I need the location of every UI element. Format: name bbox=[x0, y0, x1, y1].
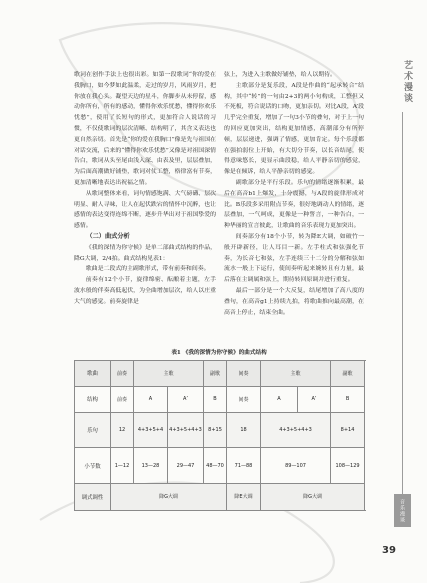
interlude-paragraph: 间奏部分有18个小节，转为降E大调，如破竹一般开辟新径，让人耳目一新。左手柱式和弦强化节奏，为长音七和弦，左手连续三十二分的分解和弦如流水一般上下运行，使间奏听起来婉转且有力量，最后落在主调属和弦上，期待转回原调并进行重复。 bbox=[224, 233, 364, 284]
table-cell: 间奏 bbox=[227, 386, 261, 412]
table-cell: A’ bbox=[168, 386, 204, 412]
table-cell: 12 bbox=[111, 412, 134, 447]
table-cell: 8+14 bbox=[331, 412, 365, 447]
song-structure-table bbox=[74, 360, 365, 511]
row-label: 调式调性 bbox=[75, 483, 111, 510]
form-type-paragraph: 歌曲是二段式的主副歌形式，带有前奏和间奏。 bbox=[85, 266, 210, 273]
table-cell: 89—107 bbox=[261, 448, 331, 483]
table-cell: 4+3+5+4+3 bbox=[261, 412, 331, 447]
header-cell: 间奏 bbox=[227, 361, 261, 387]
table-cell: 48—70 bbox=[204, 448, 227, 483]
form-intro-paragraph: 《我的深情为你守候》是单二部曲式结构的作品，降G大调，2/4拍。曲式结构见表1： bbox=[74, 244, 216, 262]
table-cell: 降E大调 bbox=[227, 483, 261, 510]
row-label: 小节数 bbox=[75, 448, 111, 483]
table-row-measures bbox=[75, 448, 365, 483]
lyrics-analysis-paragraph: 歌词在创作手法上也很出彩。如第一段歌词“你的爱在我胸口，如今梦如此温柔，走过的岁月，风雨岁月，把你放在我心头。凝望天边的星斗，你脚步从未停留，感动你所有，所有的感动，懂得你欢乐忧愁，懂得你欢乐忧愁”，使用了长短句的形式，更加符合人说话的习惯，不仅使歌词的层次清晰、结构明了，其含义表达也更自然亲切。首先是“你的爱在我胸口”像是先与祖国在对话交流，后来的“懂得你欢乐忧愁”又像是对祖国深情告白，歌词从头至尾由浅入深、由表及里，层层叠加，为后面高潮做好铺垫，歌词对仗工整，格律富有节奏，更加清晰地表达出祝福之情。 bbox=[74, 72, 216, 186]
page-number: 39 bbox=[382, 545, 396, 556]
table-cell: A bbox=[134, 386, 168, 412]
row-label: 乐句 bbox=[75, 412, 111, 447]
table-row-key bbox=[75, 483, 365, 510]
table-cell: A’ bbox=[298, 386, 331, 412]
section-badge: 音乐漫谈 bbox=[394, 494, 411, 527]
header-cell: 歌曲 bbox=[75, 361, 111, 387]
table-cell: 8+15 bbox=[204, 412, 227, 447]
header-cell: 副歌 bbox=[204, 361, 227, 387]
table-cell: 29—47 bbox=[168, 448, 204, 483]
prelude-continued-paragraph: 弦上，为进入主歌做好铺垫，给人以期待。 bbox=[224, 72, 336, 78]
section-heading: （二）曲式分析 bbox=[86, 232, 130, 240]
chorus-paragraph: 副歌部分是平行乐段。乐句的情绪逐渐积累，最后在高音b1上爆发，十分震撼，与A段的旋律形成对比。B乐段多采用附点节奏，很好地调动人的情绪，逐层叠加，一气呵成，更像是一种誓言，一种告白，一种华丽的宣言彼此，让歌曲的音乐表现力更加突出。 bbox=[224, 179, 364, 230]
table-cell: B bbox=[331, 386, 365, 412]
table-cell: 4+3+5+4 bbox=[134, 412, 168, 447]
table-cell: 1—12 bbox=[111, 448, 134, 483]
lyrics-summary-paragraph: 从歌词整体来看，词句情感饱满、大气磅礴、层次明显、耐人寻味，让人在起伏跌宕的情怀中沉醉，也让感情的表达变得连绵不断，逐步升华出对于祖国挚爱的感情。 bbox=[74, 190, 216, 230]
header-cell: 主歌 bbox=[261, 361, 331, 387]
table-cell: 降G大调 bbox=[111, 483, 227, 510]
table-cell: 71—88 bbox=[227, 448, 261, 483]
table-cell: 降G大调 bbox=[261, 483, 365, 510]
header-cell: 副歌 bbox=[331, 361, 365, 387]
verse-paragraph: 主歌部分是复乐段，A段是作曲的“起承转合”结构，其中“转”的一句由2+3的两小句构成，工整但又不死板，符合说话的口吻，更加亲切。对比A段，A’段几乎完全重复，增加了一句3小节的叠句，对于上一句的回应更加突出，结构更加情感，高潮部分有所停顿，层层递进，强调了情感，更加肯定。每个乐段都在强拍弱位上开始，有大切分节奏，以长音结尾，使得意味悠长，更显示曲段稳，给人平静亲切的感觉，像是在倾诉，给人平静亲切的感觉。 bbox=[224, 82, 364, 176]
table-row-structure bbox=[75, 386, 365, 412]
section-title-vertical: 艺术漫谈 bbox=[402, 60, 412, 104]
table-caption: 表1 《我的深情为你守候》的曲式结构 bbox=[171, 350, 267, 356]
table-row-header bbox=[75, 361, 365, 387]
table-cell: 4+3+5+4+3 bbox=[168, 412, 204, 447]
sidebar-rule bbox=[402, 112, 403, 494]
header-cell: 前奏 bbox=[111, 361, 134, 387]
ending-paragraph: 最后一部分是一个大反复，结尾增加了高八度的叠句，在高音g1上持续九拍，将歌曲推向最高潮，在高音上停止，结束全曲。 bbox=[224, 287, 364, 316]
table-cell: 18 bbox=[227, 412, 261, 447]
table-cell: 108—129 bbox=[331, 448, 365, 483]
right-column bbox=[224, 70, 364, 318]
left-column bbox=[74, 70, 216, 308]
table-cell: B bbox=[204, 386, 227, 412]
table-cell: A bbox=[261, 386, 298, 412]
row-label: 结构 bbox=[75, 386, 111, 412]
prelude-paragraph: 前奏有12个小节，旋律绵密、酝酿着主题，左手波水般的伴奏高低起伏，为全曲增加层次，给人以庄重大气的感觉。前奏旋律是 bbox=[74, 277, 216, 305]
table-row-phrases bbox=[75, 412, 365, 447]
header-cell: 主歌 bbox=[134, 361, 204, 387]
table-cell: 13—28 bbox=[134, 448, 168, 483]
table-cell: 前奏 bbox=[111, 386, 134, 412]
